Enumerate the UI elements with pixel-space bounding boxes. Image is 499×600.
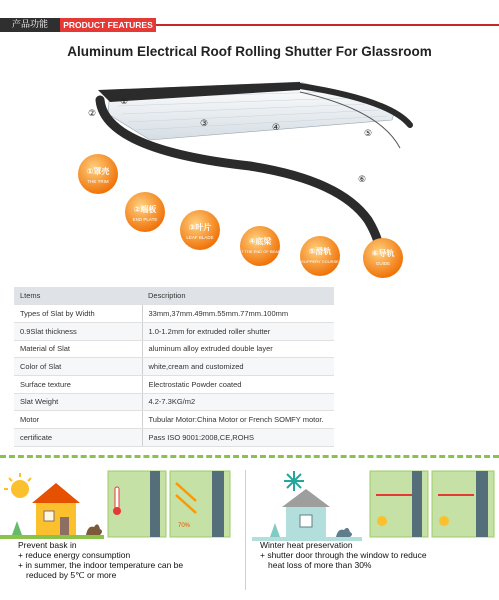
house-window-icon bbox=[44, 511, 54, 521]
table-row bbox=[14, 375, 334, 393]
svg-text:①罩壳: ①罩壳 bbox=[86, 167, 110, 176]
part-bubble-3 bbox=[180, 210, 220, 250]
sun-icon bbox=[11, 480, 29, 498]
window-frame-icon bbox=[412, 471, 422, 537]
feature-winter bbox=[252, 453, 499, 600]
heater-icon bbox=[439, 516, 449, 526]
table-row bbox=[14, 305, 334, 323]
winter-illustration bbox=[252, 465, 499, 550]
feature-summer bbox=[0, 453, 238, 600]
marker-1: ① bbox=[120, 97, 129, 107]
marker-2: ② bbox=[88, 109, 97, 119]
svg-text:GUIDE: GUIDE bbox=[375, 261, 391, 266]
table-row bbox=[14, 393, 334, 411]
table-row bbox=[14, 411, 334, 429]
spec-header-items: Ltems bbox=[14, 287, 142, 305]
spec-value: Pass ISO 9001:2008,CE,ROHS bbox=[142, 429, 334, 447]
spec-value: 1.0-1.2mm for extruded roller shutter bbox=[142, 322, 334, 340]
part-bubble-1 bbox=[78, 154, 118, 194]
house-roof-icon bbox=[282, 489, 330, 507]
tree-icon bbox=[270, 523, 280, 537]
feature-summer-line: + reduce energy consumption bbox=[18, 550, 131, 560]
shutter-frame-icon bbox=[212, 471, 224, 537]
feature-summer-line: + in summer, the indoor temperature can be bbox=[18, 560, 184, 570]
table-row bbox=[14, 322, 334, 340]
feature-winter-line: heat loss of more than 30% bbox=[268, 560, 372, 570]
spec-value: Electrostatic Powder coated bbox=[142, 375, 334, 393]
svg-text:SLIPPERY COURSE: SLIPPERY COURSE bbox=[301, 259, 339, 264]
feature-summer-title: Prevent bask in bbox=[18, 540, 77, 550]
spec-value: aluminum alloy extruded double layer bbox=[142, 340, 334, 358]
svg-text:AT THE END OF BEAM: AT THE END OF BEAM bbox=[238, 249, 282, 254]
table-row bbox=[14, 429, 334, 447]
rabbit-icon bbox=[86, 524, 102, 535]
spec-header-description: Description bbox=[142, 287, 334, 305]
summer-illustration bbox=[0, 465, 238, 550]
feature-summer-line: reduced by 5℃ or more bbox=[26, 570, 117, 580]
shutter-diagram bbox=[0, 70, 499, 280]
svg-text:⑥导轨: ⑥导轨 bbox=[371, 249, 395, 258]
shutter-frame-icon bbox=[476, 471, 488, 537]
svg-text:④底梁: ④底梁 bbox=[248, 237, 272, 246]
feature-winter-line: + shutter door through the window to reduce bbox=[260, 550, 427, 560]
house-door-icon bbox=[60, 517, 69, 535]
table-row bbox=[14, 358, 334, 376]
spec-header-row bbox=[14, 287, 334, 305]
house-roof-icon bbox=[32, 483, 80, 503]
house-window-icon bbox=[300, 515, 312, 527]
window-frame-icon bbox=[150, 471, 160, 537]
header-label-cn: 产品功能 bbox=[0, 18, 60, 32]
spec-key: Material of Slat bbox=[14, 340, 142, 358]
part-bubble-2 bbox=[125, 192, 165, 232]
part-bubble-4 bbox=[239, 226, 281, 266]
page-title: Aluminum Electrical Roof Rolling Shutter For Glassroom bbox=[67, 44, 432, 59]
spec-table bbox=[14, 287, 334, 447]
house-icon bbox=[36, 503, 76, 535]
spec-key: Types of Slat by Width bbox=[14, 305, 142, 323]
marker-6: ⑥ bbox=[358, 175, 367, 185]
spec-key: Motor bbox=[14, 411, 142, 429]
thermometer-icon bbox=[115, 487, 119, 509]
feature-winter-title: Winter heat preservation bbox=[260, 540, 353, 550]
feature-divider bbox=[245, 470, 246, 590]
marker-3: ③ bbox=[200, 119, 209, 129]
spec-value: 33mm,37mm.49mm.55mm.77mm.100mm bbox=[142, 305, 334, 323]
svg-text:LEAF BLADE: LEAF BLADE bbox=[186, 235, 214, 240]
spec-key: certificate bbox=[14, 429, 142, 447]
spec-value: white,cream and customized bbox=[142, 358, 334, 376]
svg-text:THE TRIM: THE TRIM bbox=[87, 179, 109, 184]
spec-key: 0.9Slat thickness bbox=[14, 322, 142, 340]
reduction-label: 70% bbox=[178, 523, 191, 529]
spec-value: 4.2-7.3KG/m2 bbox=[142, 393, 334, 411]
tree-icon bbox=[12, 521, 22, 535]
part-bubble-6 bbox=[363, 238, 403, 278]
svg-text:⑤滑轨: ⑤滑轨 bbox=[308, 247, 332, 256]
table-row bbox=[14, 340, 334, 358]
spec-key: Color of Slat bbox=[14, 358, 142, 376]
header-label-en: PRODUCT FEATURES bbox=[60, 18, 156, 32]
cat-icon bbox=[336, 528, 352, 537]
heater-icon bbox=[377, 516, 387, 526]
ground bbox=[0, 535, 104, 539]
spec-value: Tubular Motor:China Motor or French SOMFY motor. bbox=[142, 411, 334, 429]
spec-key: Surface texture bbox=[14, 375, 142, 393]
svg-text:②端板: ②端板 bbox=[133, 205, 157, 214]
marker-4: ④ bbox=[272, 123, 281, 133]
snowflake-icon bbox=[284, 471, 304, 491]
marker-5: ⑤ bbox=[364, 129, 373, 139]
section-header bbox=[0, 18, 499, 32]
header-divider bbox=[156, 24, 499, 26]
part-bubble-5 bbox=[300, 236, 340, 276]
svg-text:END PLATE: END PLATE bbox=[132, 217, 158, 222]
spec-key: Slat Weight bbox=[14, 393, 142, 411]
svg-text:③叶片: ③叶片 bbox=[188, 223, 212, 232]
